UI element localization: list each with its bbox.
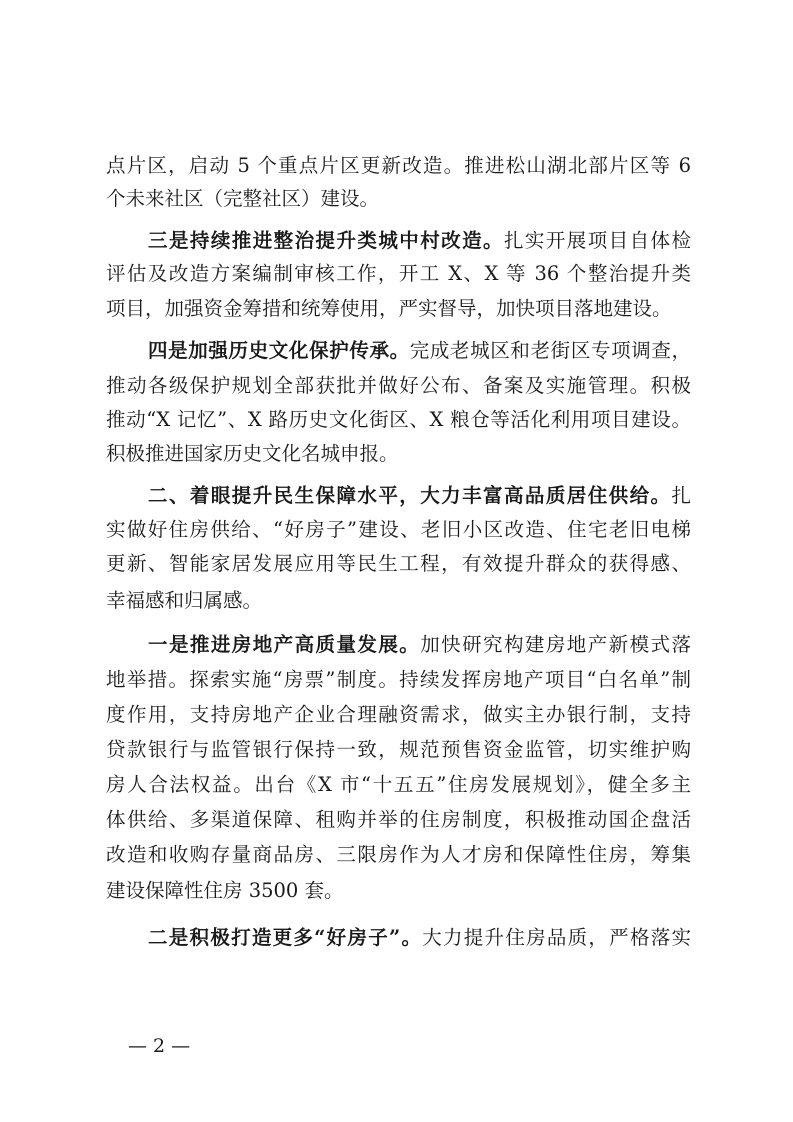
text-line — [106, 512, 691, 548]
line-text: 推动“X 记忆”、X 路历史文化街区、X 粮仓等活化利用项目建设。 — [106, 408, 691, 431]
line-text: 房人合法权益。出台《X 市“十五五”住房发展规划》，健全多主 — [106, 773, 691, 796]
line-text: 推动各级保护规划全部获批并做好公布、备案及实施管理。积极 — [106, 374, 691, 397]
text-line — [106, 368, 691, 404]
line-text: 加快研究构建房地产新模式落 — [420, 633, 691, 656]
line-text: 地举措。探索实施“房票”制度。持续发挥房地产项目“白名单”制 — [106, 668, 691, 691]
bold-lead: 二、着眼提升民生保障水平，大力丰富高品质居住供给。 — [148, 484, 672, 507]
line-text: 扎 — [671, 484, 691, 507]
text-line — [106, 291, 691, 327]
bold-lead: 三是持续推进整治提升类城中村改造。 — [148, 229, 504, 252]
text-line — [106, 436, 691, 472]
text-line — [106, 662, 691, 698]
line-text: 度作用，支持房地产企业合理融资需求，做实主办银行制，支持 — [106, 703, 691, 726]
line-text: 大力提升住房品质，严格落实 — [422, 926, 691, 949]
paragraph-first-line — [148, 627, 691, 663]
line-text: 实做好住房供给、“好房子”建设、老旧小区改造、住宅老旧电梯 — [106, 518, 691, 541]
text-line — [106, 583, 691, 619]
line-text: 积极推进国家历史文化名城申报。 — [106, 442, 399, 465]
line-text: 完成老城区和老街区专项调查， — [409, 339, 691, 362]
page-number: — 2 — — [128, 1035, 191, 1057]
paragraph-first-line — [148, 920, 691, 956]
text-line — [106, 767, 691, 803]
text-line — [106, 732, 691, 768]
text-line — [106, 837, 691, 873]
line-text: 更新、智能家居发展应用等民生工程，有效提升群众的获得感、 — [106, 552, 691, 575]
bold-lead: 一是推进房地产高质量发展。 — [148, 633, 421, 656]
text-line — [106, 402, 691, 438]
line-text: 个未来社区（完整社区）建设。 — [106, 187, 380, 210]
line-text: 体供给、多渠道保障、租购并举的住房制度，积极推动国企盘活 — [106, 808, 691, 831]
line-text: 建设保障性住房 3500 套。 — [106, 879, 344, 902]
line-text: 项目，加强资金筹措和统筹使用，严实督导，加快项目落地建设。 — [106, 297, 672, 320]
bold-lead: 四是加强历史文化保护传承。 — [148, 339, 410, 362]
line-text: 评估及改造方案编制审核工作，开工 X、X 等 36 个整治提升类 — [106, 262, 691, 285]
text-line — [106, 546, 691, 582]
section-heading-line — [148, 478, 691, 514]
text-line — [106, 697, 691, 733]
line-text: 贷款银行与监管银行保持一致，规范预售资金监管，切实维护购 — [106, 738, 691, 761]
line-text: 幸福感和归属感。 — [106, 589, 263, 612]
paragraph-first-line — [148, 333, 691, 369]
text-line — [106, 873, 691, 909]
text-line — [106, 256, 691, 292]
text-line — [106, 148, 691, 184]
line-text: 改造和收购存量商品房、三限房作为人才房和保障性住房，筹集 — [106, 843, 691, 866]
text-line — [106, 802, 691, 838]
paragraph-first-line — [148, 223, 691, 259]
line-text: 扎实开展项目自体检 — [503, 229, 691, 252]
line-text: 点片区，启动 5 个重点片区更新改造。推进松山湖北部片区等 6 — [106, 154, 691, 177]
text-line — [106, 181, 691, 217]
bold-lead: 二是积极打造更多“好房子”。 — [148, 926, 423, 949]
